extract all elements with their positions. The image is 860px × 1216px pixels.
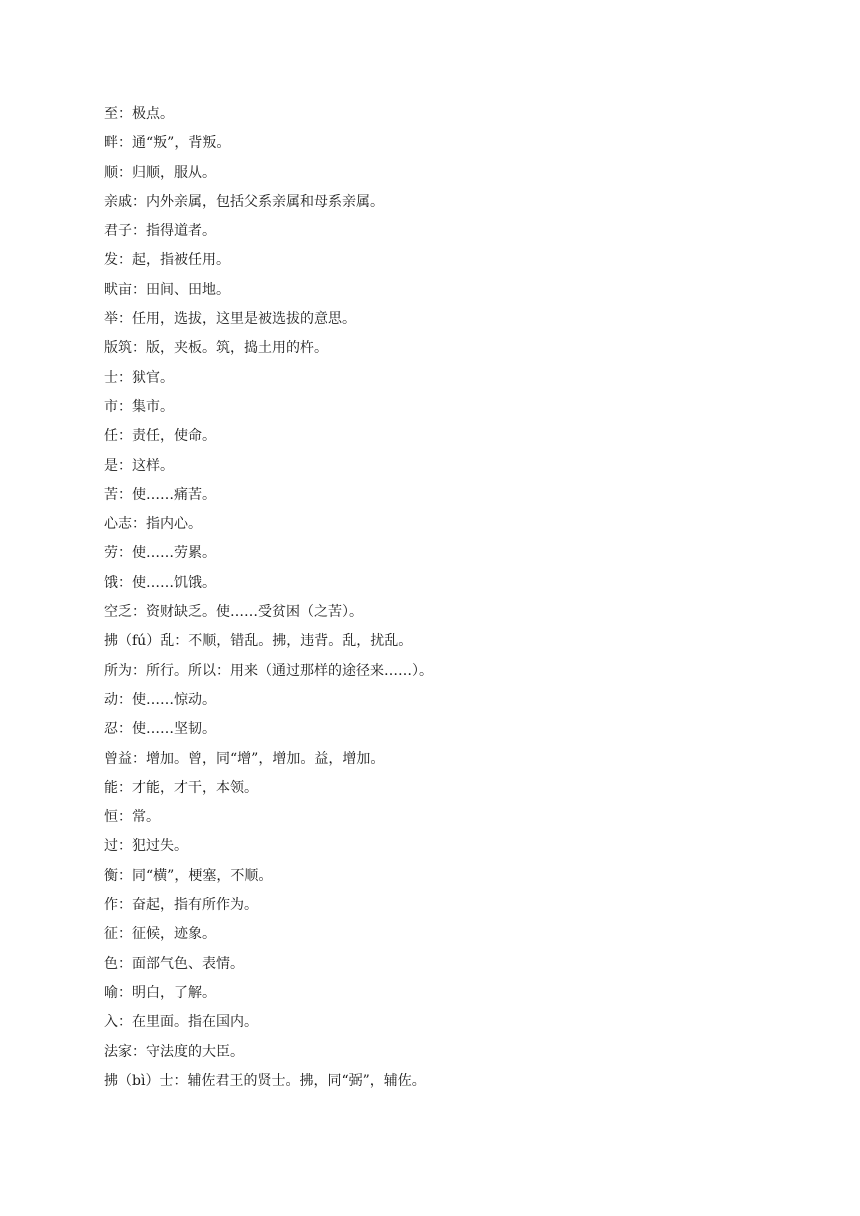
glossary-entry: 市：集市。 [104,398,174,415]
glossary-entry: 版筑：版，夹板。筑，捣土用的杵。 [104,340,328,357]
glossary-entry: 色：面部气色、表情。 [104,955,244,972]
glossary-entry: 恒：常。 [104,809,160,826]
glossary-entry: 曾益：增加。曾，同“增”，增加。益，增加。 [104,750,385,767]
glossary-entry: 忍：使……坚韧。 [104,721,216,738]
glossary-entry: 征：征候，迹象。 [104,926,216,943]
glossary-entry: 动：使……惊动。 [104,691,216,708]
glossary-entry: 畔：通“叛”，背叛。 [104,135,231,152]
glossary-entry: 作：奋起，指有所作为。 [104,897,258,914]
glossary-entry: 所为：所行。所以：用来（通过那样的途径来……）。 [104,662,433,679]
glossary-entry: 任：责任，使命。 [104,428,216,445]
glossary-entry: 苦：使……痛苦。 [104,486,216,503]
glossary-entry: 过：犯过失。 [104,838,188,855]
glossary-entry: 饿：使……饥饿。 [104,574,216,591]
glossary-entry: 衡：同“横”，梗塞，不顺。 [104,867,273,884]
glossary-entry: 拂（bì）士：辅佐君王的贤士。拂，同“弼”，辅佐。 [104,1072,426,1089]
glossary-entry: 入：在里面。指在国内。 [104,1014,258,1031]
glossary-entry: 举：任用，选拔，这里是被选拔的意思。 [104,311,356,328]
glossary-entry: 至：极点。 [104,106,174,122]
glossary-entry: 拂（fú）乱：不顺，错乱。拂，违背。乱，扰乱。 [104,633,413,650]
glossary-entry: 发：起，指被任用。 [104,252,230,269]
glossary-entry: 士：狱官。 [104,369,174,386]
glossary-list [104,100,433,1096]
glossary-entry: 是：这样。 [104,457,174,474]
glossary-entry: 喻：明白，了解。 [104,984,216,1001]
glossary-entry: 君子：指得道者。 [104,223,216,240]
glossary-entry: 空乏：资财缺乏。使……受贫困（之苦）。 [104,604,363,621]
glossary-entry: 劳：使……劳累。 [104,545,216,562]
glossary-entry: 亲戚：内外亲属，包括父系亲属和母系亲属。 [104,193,384,210]
glossary-entry: 心志：指内心。 [104,516,202,533]
glossary-entry: 法家：守法度的大臣。 [104,1043,244,1060]
glossary-entry: 能：才能，才干，本领。 [104,779,258,796]
glossary-entry: 顺：归顺，服从。 [104,164,216,181]
glossary-entry: 畎亩：田间、田地。 [104,281,230,298]
